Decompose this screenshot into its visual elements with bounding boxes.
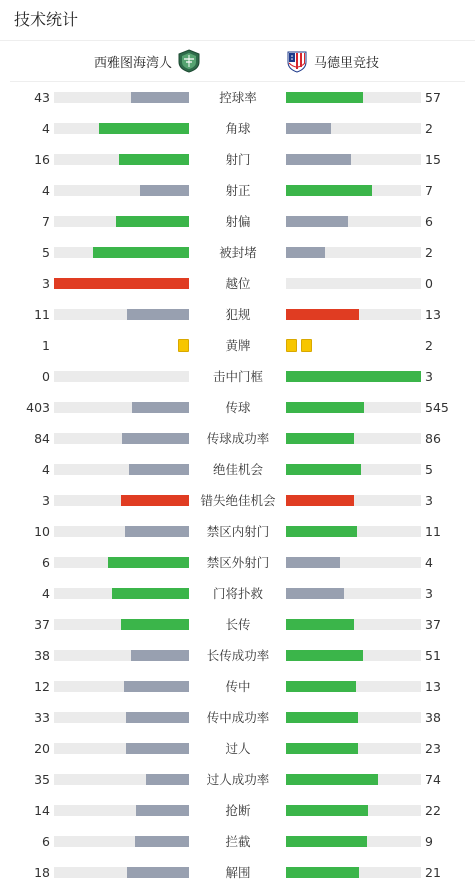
home-bar-fill bbox=[121, 619, 189, 630]
away-bar-track bbox=[286, 92, 421, 103]
home-bar-track bbox=[54, 836, 189, 847]
home-bar-fill bbox=[126, 712, 189, 723]
home-bar-track bbox=[54, 774, 189, 785]
home-yellow-cards bbox=[178, 339, 189, 352]
away-bar-fill bbox=[286, 371, 421, 382]
stat-label: 禁区内射门 bbox=[206, 524, 270, 539]
home-bar-fill bbox=[125, 526, 189, 537]
away-bar-track bbox=[286, 247, 421, 258]
away-bar-fill bbox=[286, 495, 354, 506]
stat-row bbox=[0, 795, 475, 826]
stat-row bbox=[0, 516, 475, 547]
stat-label: 击中门框 bbox=[212, 369, 263, 384]
home-bar-fill bbox=[54, 278, 189, 289]
home-bar-track bbox=[54, 123, 189, 134]
home-bar-fill bbox=[126, 743, 189, 754]
away-value: 11 bbox=[425, 524, 441, 539]
away-bar-track bbox=[286, 278, 421, 289]
home-bar-track bbox=[54, 495, 189, 506]
home-bar-fill bbox=[99, 123, 189, 134]
stat-label: 传中 bbox=[225, 679, 251, 694]
team-header bbox=[10, 41, 465, 82]
home-bar-track bbox=[54, 743, 189, 754]
away-value: 13 bbox=[425, 307, 441, 322]
home-bar-track bbox=[54, 185, 189, 196]
away-bar-fill bbox=[286, 464, 361, 475]
home-value: 6 bbox=[42, 555, 50, 570]
home-value: 3 bbox=[42, 493, 50, 508]
away-bar-fill bbox=[286, 154, 351, 165]
home-value: 12 bbox=[34, 679, 50, 694]
stat-row bbox=[0, 206, 475, 237]
stat-row bbox=[0, 423, 475, 454]
away-bar-track bbox=[286, 185, 421, 196]
stat-label: 门将扑救 bbox=[212, 586, 263, 601]
away-bar-track bbox=[286, 123, 421, 134]
stat-row bbox=[0, 392, 475, 423]
away-value: 545 bbox=[425, 400, 449, 415]
away-bar-track bbox=[286, 774, 421, 785]
stat-label: 传中成功率 bbox=[206, 710, 270, 725]
away-value: 7 bbox=[425, 183, 433, 198]
home-bar-track bbox=[54, 247, 189, 258]
away-value: 37 bbox=[425, 617, 441, 632]
home-value: 10 bbox=[34, 524, 50, 539]
away-bar-fill bbox=[286, 185, 372, 196]
stat-row bbox=[0, 733, 475, 764]
home-team[interactable] bbox=[10, 41, 200, 81]
home-bar-track bbox=[54, 867, 189, 878]
stat-label: 长传成功率 bbox=[206, 648, 270, 663]
away-value: 57 bbox=[425, 90, 441, 105]
seattle-reign-crest-icon bbox=[178, 49, 200, 73]
away-bar-fill bbox=[286, 650, 363, 661]
home-bar-track bbox=[54, 805, 189, 816]
home-bar-track bbox=[54, 588, 189, 599]
home-value: 38 bbox=[34, 648, 50, 663]
home-team-name: 西雅图海湾人 bbox=[93, 55, 172, 71]
yellow-card-icon bbox=[301, 339, 312, 352]
away-bar-fill bbox=[286, 774, 378, 785]
away-value: 38 bbox=[425, 710, 441, 725]
away-bar-fill bbox=[286, 619, 354, 630]
stat-label: 过人成功率 bbox=[206, 772, 270, 787]
away-bar-fill bbox=[286, 557, 340, 568]
home-value: 0 bbox=[42, 369, 50, 384]
page-title: 技术统计 bbox=[0, 0, 475, 41]
home-bar-fill bbox=[116, 216, 189, 227]
stat-label: 黄牌 bbox=[225, 338, 251, 353]
home-bar-fill bbox=[127, 867, 189, 878]
away-bar-fill bbox=[286, 216, 348, 227]
home-bar-track bbox=[54, 712, 189, 723]
stat-row bbox=[0, 640, 475, 671]
stat-row bbox=[0, 826, 475, 857]
away-bar-track bbox=[286, 867, 421, 878]
away-bar-fill bbox=[286, 526, 357, 537]
home-bar-fill bbox=[108, 557, 189, 568]
away-bar-track bbox=[286, 309, 421, 320]
home-bar-fill bbox=[124, 681, 189, 692]
home-bar-track bbox=[54, 681, 189, 692]
away-bar-track bbox=[286, 495, 421, 506]
away-value: 0 bbox=[425, 276, 433, 291]
away-bar-track bbox=[286, 371, 421, 382]
stat-label: 过人 bbox=[225, 741, 251, 756]
home-value: 403 bbox=[26, 400, 50, 415]
away-yellow-cards bbox=[286, 339, 312, 352]
home-bar-fill bbox=[93, 247, 189, 258]
stat-label: 角球 bbox=[225, 121, 251, 136]
home-bar-fill bbox=[135, 836, 189, 847]
away-value: 21 bbox=[425, 865, 441, 880]
away-bar-track bbox=[286, 712, 421, 723]
home-value: 1 bbox=[42, 338, 50, 353]
away-bar-track bbox=[286, 805, 421, 816]
away-value: 22 bbox=[425, 803, 441, 818]
away-bar-fill bbox=[286, 743, 358, 754]
away-bar-track bbox=[286, 743, 421, 754]
away-bar-track bbox=[286, 557, 421, 568]
home-bar-track bbox=[54, 402, 189, 413]
away-value: 23 bbox=[425, 741, 441, 756]
stat-row bbox=[0, 764, 475, 795]
away-value: 2 bbox=[425, 245, 433, 260]
home-value: 18 bbox=[34, 865, 50, 880]
stat-row bbox=[0, 299, 475, 330]
away-value: 15 bbox=[425, 152, 441, 167]
yellow-card-icon bbox=[286, 339, 297, 352]
home-bar-track bbox=[54, 154, 189, 165]
away-value: 9 bbox=[425, 834, 433, 849]
home-bar-fill bbox=[146, 774, 189, 785]
stat-label: 解围 bbox=[225, 865, 251, 880]
away-bar-fill bbox=[286, 805, 368, 816]
stat-row bbox=[0, 268, 475, 299]
home-bar-track bbox=[54, 92, 189, 103]
home-bar-track bbox=[54, 309, 189, 320]
home-bar-track bbox=[54, 278, 189, 289]
stat-label: 传球成功率 bbox=[206, 431, 270, 446]
home-bar-track bbox=[54, 526, 189, 537]
stat-row bbox=[0, 175, 475, 206]
home-value: 20 bbox=[34, 741, 50, 756]
away-bar-track bbox=[286, 619, 421, 630]
home-bar-fill bbox=[136, 805, 189, 816]
away-bar-track bbox=[286, 402, 421, 413]
atletico-madrid-crest-icon bbox=[286, 49, 308, 73]
away-value: 86 bbox=[425, 431, 441, 446]
home-value: 14 bbox=[34, 803, 50, 818]
stat-row bbox=[0, 144, 475, 175]
stat-label: 射门 bbox=[225, 152, 251, 167]
away-value: 2 bbox=[425, 121, 433, 136]
home-bar-fill bbox=[129, 464, 189, 475]
stat-row bbox=[0, 330, 475, 361]
stat-label: 错失绝佳机会 bbox=[200, 493, 276, 508]
home-value: 16 bbox=[34, 152, 50, 167]
home-bar-fill bbox=[131, 650, 189, 661]
stat-row bbox=[0, 485, 475, 516]
home-bar-track bbox=[54, 216, 189, 227]
stat-label: 射正 bbox=[225, 183, 251, 198]
away-bar-track bbox=[286, 681, 421, 692]
home-bar-track bbox=[54, 557, 189, 568]
stat-row bbox=[0, 361, 475, 392]
stat-row bbox=[0, 857, 475, 888]
stat-label: 长传 bbox=[225, 617, 251, 632]
away-value: 3 bbox=[425, 369, 433, 384]
home-value: 7 bbox=[42, 214, 50, 229]
away-bar-fill bbox=[286, 681, 356, 692]
home-bar-fill bbox=[121, 495, 189, 506]
away-value: 51 bbox=[425, 648, 441, 663]
home-bar-fill bbox=[122, 433, 189, 444]
home-bar-fill bbox=[112, 588, 189, 599]
home-value: 33 bbox=[34, 710, 50, 725]
away-value: 74 bbox=[425, 772, 441, 787]
home-value: 43 bbox=[34, 90, 50, 105]
stat-label: 射偏 bbox=[225, 214, 251, 229]
home-value: 4 bbox=[42, 121, 50, 136]
away-bar-track bbox=[286, 526, 421, 537]
stat-row bbox=[0, 547, 475, 578]
home-value: 35 bbox=[34, 772, 50, 787]
home-value: 84 bbox=[34, 431, 50, 446]
away-bar-fill bbox=[286, 588, 344, 599]
stat-label: 犯规 bbox=[225, 307, 251, 322]
home-bar-fill bbox=[140, 185, 189, 196]
away-value: 2 bbox=[425, 338, 433, 353]
home-value: 6 bbox=[42, 834, 50, 849]
away-bar-fill bbox=[286, 247, 325, 258]
home-bar-fill bbox=[132, 402, 189, 413]
stat-row bbox=[0, 702, 475, 733]
away-bar-track bbox=[286, 588, 421, 599]
stat-label: 抢断 bbox=[225, 803, 251, 818]
home-value: 37 bbox=[34, 617, 50, 632]
home-value: 4 bbox=[42, 183, 50, 198]
stat-row bbox=[0, 113, 475, 144]
home-bar-track bbox=[54, 464, 189, 475]
home-bar-fill bbox=[119, 154, 189, 165]
away-team-name: 马德里竞技 bbox=[314, 55, 380, 71]
away-bar-track bbox=[286, 216, 421, 227]
away-value: 3 bbox=[425, 493, 433, 508]
home-bar-fill bbox=[127, 309, 189, 320]
yellow-card-icon bbox=[178, 339, 189, 352]
stat-row bbox=[0, 578, 475, 609]
home-bar-track bbox=[54, 619, 189, 630]
away-bar-track bbox=[286, 433, 421, 444]
home-bar-fill bbox=[131, 92, 189, 103]
home-bar-track bbox=[54, 433, 189, 444]
home-value: 11 bbox=[34, 307, 50, 322]
away-bar-fill bbox=[286, 92, 363, 103]
stat-label: 绝佳机会 bbox=[212, 462, 263, 477]
away-value: 4 bbox=[425, 555, 433, 570]
away-value: 6 bbox=[425, 214, 433, 229]
away-bar-track bbox=[286, 836, 421, 847]
stat-label: 越位 bbox=[225, 276, 251, 291]
stat-label: 传球 bbox=[225, 400, 251, 415]
stat-row bbox=[0, 237, 475, 268]
away-bar-track bbox=[286, 464, 421, 475]
stat-row bbox=[0, 671, 475, 702]
away-bar-fill bbox=[286, 123, 331, 134]
away-bar-fill bbox=[286, 402, 364, 413]
away-value: 5 bbox=[425, 462, 433, 477]
away-bar-fill bbox=[286, 712, 358, 723]
stat-label: 控球率 bbox=[219, 90, 257, 105]
stat-row bbox=[0, 82, 475, 113]
home-bar-track bbox=[54, 650, 189, 661]
home-value: 5 bbox=[42, 245, 50, 260]
home-bar-track bbox=[54, 371, 189, 382]
away-bar-fill bbox=[286, 836, 367, 847]
away-team[interactable] bbox=[286, 41, 379, 81]
stat-label: 禁区外射门 bbox=[206, 555, 270, 570]
stat-row bbox=[0, 609, 475, 640]
away-value: 3 bbox=[425, 586, 433, 601]
home-value: 3 bbox=[42, 276, 50, 291]
away-bar-fill bbox=[286, 309, 359, 320]
away-bar-fill bbox=[286, 867, 359, 878]
stat-label: 拦截 bbox=[225, 834, 251, 849]
away-bar-track bbox=[286, 154, 421, 165]
stat-label: 被封堵 bbox=[219, 245, 257, 260]
stat-row bbox=[0, 454, 475, 485]
away-bar-fill bbox=[286, 433, 354, 444]
home-value: 4 bbox=[42, 586, 50, 601]
home-value: 4 bbox=[42, 462, 50, 477]
away-value: 13 bbox=[425, 679, 441, 694]
away-bar-track bbox=[286, 650, 421, 661]
